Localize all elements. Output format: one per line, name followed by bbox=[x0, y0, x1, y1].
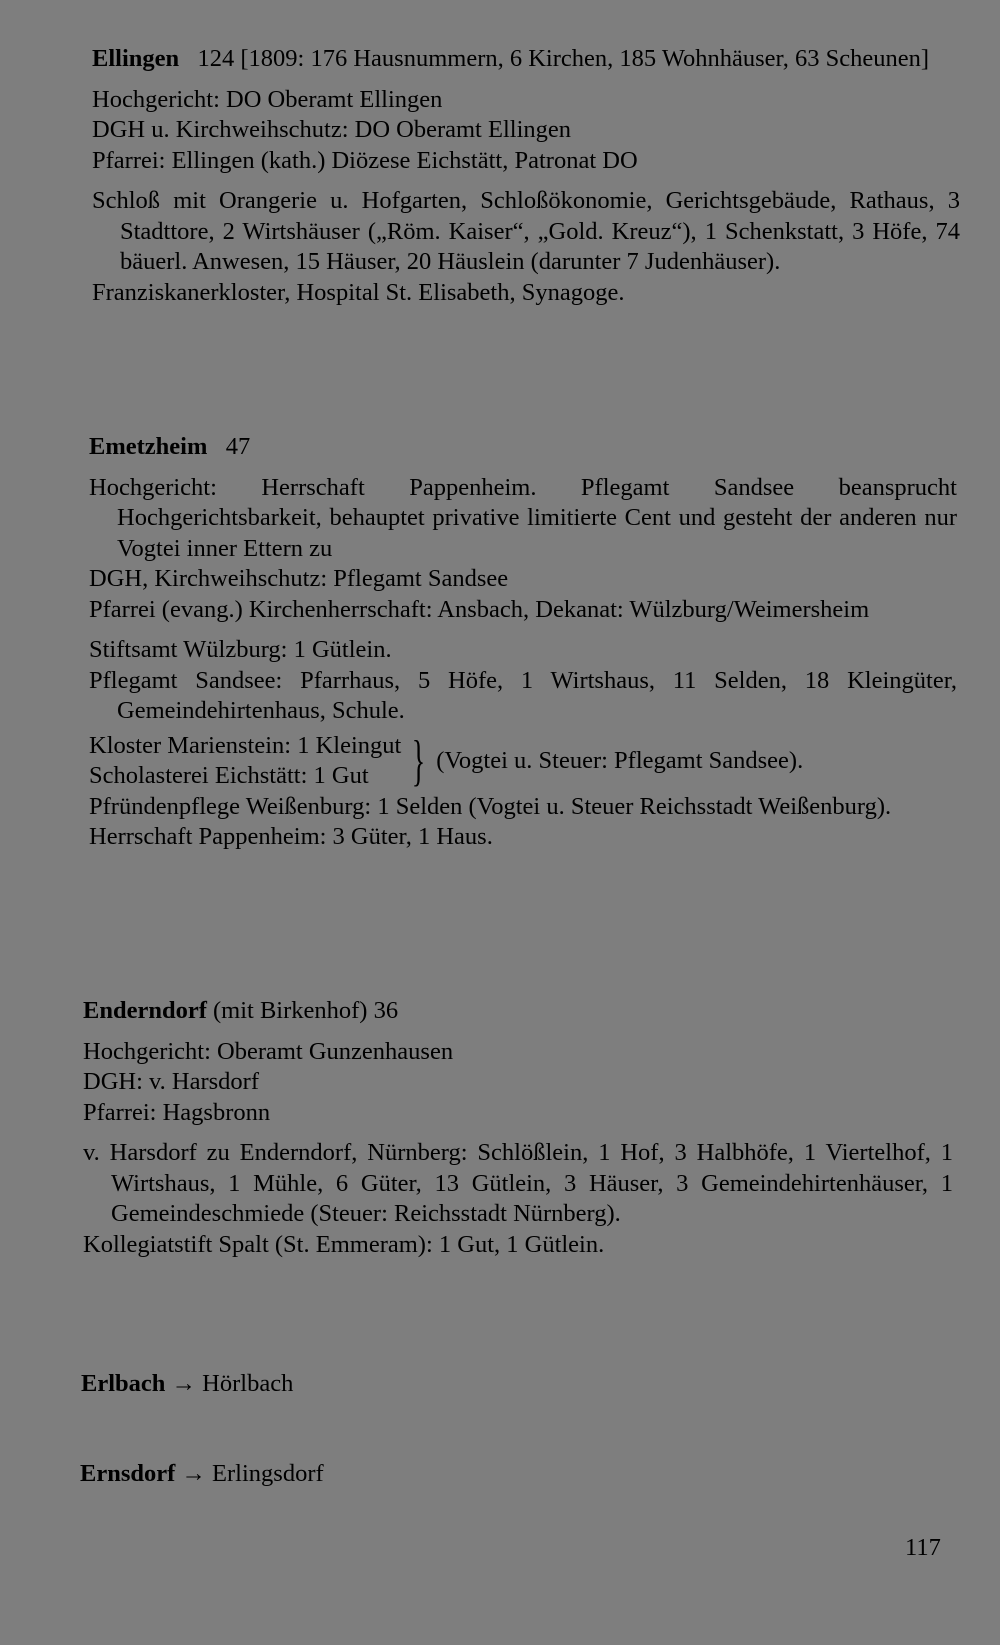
detail-paragraph: Pfründenpflege Weißenburg: 1 Selden (Vogtei u. Steuer Reichsstadt Weißenburg). bbox=[89, 792, 892, 820]
heading-info: 47 bbox=[225, 433, 251, 460]
right-brace-icon: } bbox=[412, 730, 426, 792]
jurisdiction-line: Pfarrei: Ellingen (kath.) Diözese Eichstätt, Patronat DO bbox=[92, 146, 638, 174]
entry-erlbach bbox=[81, 1369, 951, 1400]
jurisdiction-line: DGH u. Kirchweihschutz: DO Oberamt Ellingen bbox=[92, 116, 571, 143]
brace-line: Kloster Marienstein: 1 Kleingut bbox=[89, 731, 402, 759]
jurisdiction-line: Hochgericht: DO Oberamt Ellingen bbox=[92, 85, 443, 113]
entry-heading bbox=[89, 432, 957, 463]
jurisdiction-line: DGH, Kirchweihschutz: Pflegamt Sandsee bbox=[89, 565, 509, 592]
detail-paragraph: Franziskanerkloster, Hospital St. Elisabeth, Synagoge. bbox=[92, 278, 625, 306]
arrow-right-icon: → bbox=[181, 1460, 206, 1487]
jurisdiction-line: Pfarrei (evang.) Kirchenherrschaft: Ansbach, Dekanat: Wülzburg/Weimersheim bbox=[89, 595, 870, 623]
entry-ellingen bbox=[92, 44, 960, 308]
place-name: Erlbach bbox=[81, 1370, 166, 1397]
jurisdiction-line: DGH: v. Harsdorf bbox=[83, 1068, 259, 1095]
entry-emetzheim bbox=[89, 432, 957, 853]
arrow-right-icon: → bbox=[171, 1370, 197, 1397]
brace-group bbox=[89, 731, 957, 792]
reference-target: Hörlbach bbox=[202, 1370, 294, 1397]
entry-ernsdorf bbox=[80, 1459, 950, 1490]
place-name: Ernsdorf bbox=[80, 1460, 176, 1487]
cross-reference bbox=[80, 1459, 950, 1490]
reference-target: Erlingsdorf bbox=[212, 1460, 324, 1487]
detail-paragraph: Kollegiatstift Spalt (St. Emmeram): 1 Gut, 1 Gütlein. bbox=[83, 1230, 605, 1258]
detail-paragraph: Schloß mit Orangerie u. Hofgarten, Schloßökonomie, Gerichtsgebäude, Rathaus, 3 Stadttore, 2 Wirtshäuser („Röm. Kaiser“, „Gold. Kreuz“), 1 Schenkstatt, 3 Höfe, 74 bäuerl. Anwesen, 15 Häuser, 20 Häuslein (darunter 7 Judenhäuser). bbox=[92, 187, 960, 275]
detail-paragraph: Herrschaft Pappenheim: 3 Güter, 1 Haus. bbox=[89, 823, 493, 850]
detail-paragraph: Stiftsamt Wülzburg: 1 Gütlein. bbox=[89, 636, 392, 663]
detail-paragraph: v. Harsdorf zu Enderndorf, Nürnberg: Schlößlein, 1 Hof, 3 Halbhöfe, 1 Viertelhof, 1 Wirtshaus, 1 Mühle, 6 Güter, 13 Gütlein, 3 Häuser, 3 Gemeindehirtenhäuser, 1 Gemeindeschmiede (Steuer: Reichsstadt Nürnberg). bbox=[83, 1139, 953, 1227]
heading-info: 124 [1809: 176 Hausnummern, 6 Kirchen, 185 Wohnhäuser, 63 Scheunen] bbox=[197, 45, 929, 72]
cross-reference bbox=[81, 1369, 951, 1400]
brace-line: Scholasterei Eichstätt: 1 Gut bbox=[89, 762, 369, 789]
jurisdiction-line: Pfarrei: Hagsbronn bbox=[83, 1098, 271, 1126]
place-name: Ellingen bbox=[92, 45, 180, 72]
page-number: 117 bbox=[905, 1534, 941, 1561]
jurisdiction-line: Hochgericht: Oberamt Gunzenhausen bbox=[83, 1037, 454, 1065]
jurisdiction-line: Hochgericht: Herrschaft Pappenheim. Pflegamt Sandsee beansprucht Hochgerichtsbarkeit, behauptet privative limitierte Cent und gesteht der anderen nur Vogtei inner Ettern zu bbox=[89, 473, 957, 562]
brace-note: (Vogtei u. Steuer: Pflegamt Sandsee). bbox=[436, 746, 804, 774]
entry-heading bbox=[83, 996, 953, 1027]
place-name: Emetzheim bbox=[89, 433, 208, 460]
detail-paragraph: Pflegamt Sandsee: Pfarrhaus, 5 Höfe, 1 Wirtshaus, 11 Selden, 18 Kleingüter, Gemeindehirtenhaus, Schule. bbox=[89, 666, 957, 724]
entry-heading bbox=[92, 44, 960, 75]
place-name: Enderndorf bbox=[83, 997, 207, 1024]
heading-info: (mit Birkenhof) 36 bbox=[213, 997, 399, 1024]
entry-enderndorf bbox=[83, 996, 953, 1260]
